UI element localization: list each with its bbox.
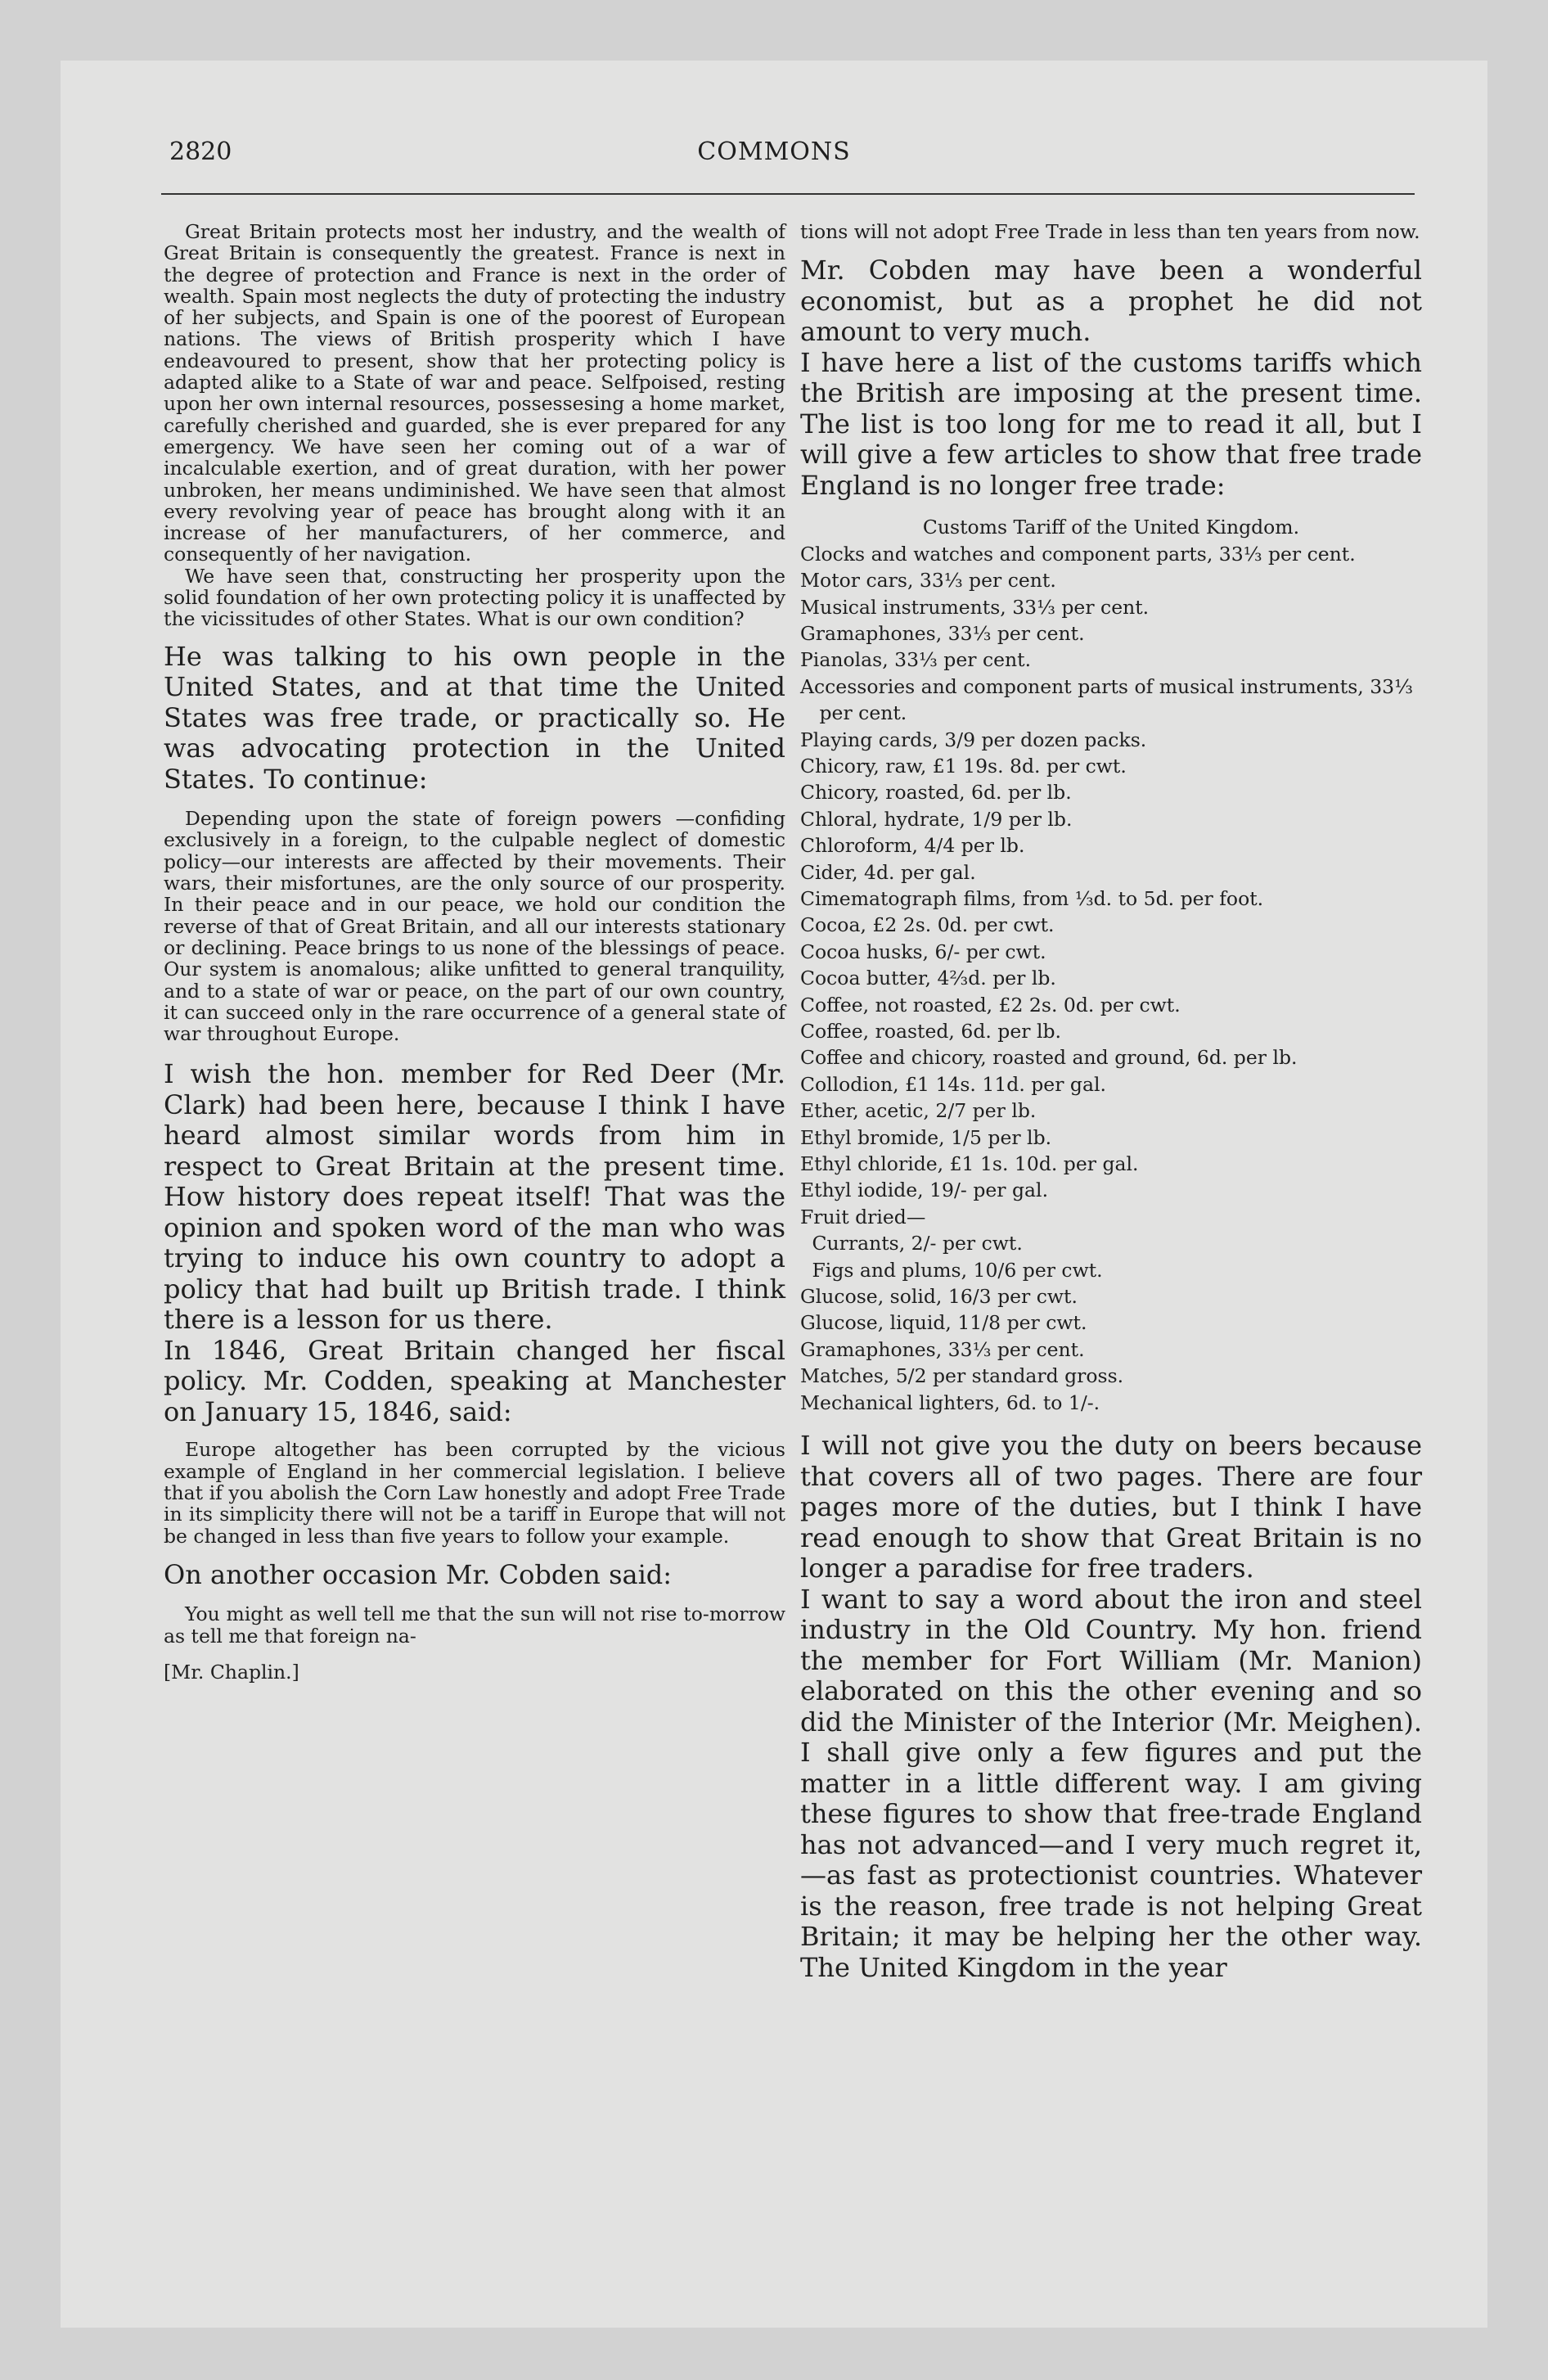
tariff-item: Glucose, liquid, 11/8 per cwt. xyxy=(800,1311,1087,1335)
tariff-item: Ethyl bromide, 1/5 per lb. xyxy=(800,1125,1052,1149)
speech-paragraph: In 1846, Great Britain changed her fiscal policy. Mr. Codden, speaking at Manchester on January 15, 1846, said: xyxy=(164,1334,785,1427)
tariff-item: Coffee, not roasted, £2 2s. 0d. per cwt. xyxy=(800,993,1181,1016)
speech-paragraph: I have here a list of the customs tariffs which the British are imposing at the present time. The list is too long for me to read it all, but I will give a few articles to show that free trade England is no longer free trade: xyxy=(800,346,1422,501)
tariff-item: Pianolas, 33⅓ per cent. xyxy=(800,648,1032,672)
tariff-item: Chloroform, 4/4 per lb. xyxy=(800,834,1025,858)
tariff-item: Chicory, roasted, 6d. per lb. xyxy=(800,781,1072,805)
tariff-item: Accessories and component parts of musical instruments, 33⅓ per cent. xyxy=(800,674,1413,725)
tariff-item: Currants, 2/- per cwt. xyxy=(812,1232,1023,1255)
tariff-list xyxy=(800,514,1422,1416)
tariff-item: Cimematograph films, from ⅓d. to 5d. per foot. xyxy=(800,886,1264,910)
tariff-item: Chicory, raw, £1 19s. 8d. per cwt. xyxy=(800,754,1127,778)
tariff-item: Musical instruments, 33⅓ per cent. xyxy=(800,595,1150,619)
tariff-sub-items xyxy=(800,1230,1422,1283)
tariff-item: Matches, 5/2 per standard gross. xyxy=(800,1364,1124,1388)
quote-block: We have seen that, constructing her prosperity upon the solid foundation of her own protecting policy it is unaffected by the vicissitudes of other States. What is our own condition? xyxy=(164,564,785,631)
tariff-item: Chloral, hydrate, 1/9 per lb. xyxy=(800,807,1073,831)
tariff-item: Clocks and watches and component parts, 33⅓ per cent. xyxy=(800,542,1356,566)
tariff-item: Cocoa husks, 6/- per cwt. xyxy=(800,940,1046,963)
right-column xyxy=(800,221,1422,1983)
tariff-item: Cocoa butter, 4⅔d. per lb. xyxy=(800,967,1056,990)
quote-block: You might as well tell me that the sun will not rise to-morrow as tell me that foreign na- xyxy=(164,1602,785,1648)
speech-paragraph: On another occasion Mr. Cobden said: xyxy=(164,1558,673,1590)
speech-paragraph: He was talking to his own people in the United States, and at that time the United States was free trade, or practically so. He was advocating protection in the United States. To continue: xyxy=(164,640,785,795)
tariff-items-2 xyxy=(800,1283,1422,1416)
speech-paragraph: Mr. Cobden may have been a wonderful economist, but as a prophet he did not amount to very much. xyxy=(800,255,1422,348)
tariff-item: Ethyl iodide, 19/- per gal. xyxy=(800,1179,1049,1202)
left-column xyxy=(164,221,785,1683)
speech-paragraph: I want to say a word about the iron and steel industry in the Old Country. My hon. friend the member for Fort William (Mr. Manion) elaborated on this the other evening and so did the Minister of the Interior (Mr. Meighen). I shall give only a few figures and put the matter in a little different way. I am giving these figures to show that free-trade England has not advanced—and I very much regret it,—as fast as protectionist countries. Whatever is the reason, free trade is not helping Great Britain; it may be helping her the other way. The United Kingdom in the year xyxy=(800,1583,1422,1983)
tariff-item: Cocoa, £2 2s. 0d. per cwt. xyxy=(800,913,1055,937)
tariff-item: Fruit dried— xyxy=(800,1205,926,1228)
speech-paragraph: I will not give you the duty on beers because that covers all of two pages. There are four pages more of the duties, but I think I have read enough to show that Great Britain is no longer a paradise for free traders. xyxy=(800,1430,1422,1584)
tariff-item: Ethyl chloride, £1 1s. 10d. per gal. xyxy=(800,1152,1139,1176)
tariff-item: Coffee, roasted, 6d. per lb. xyxy=(800,1020,1061,1044)
tariff-item: Cider, 4d. per gal. xyxy=(800,860,976,884)
tariff-item: Playing cards, 3/9 per dozen packs. xyxy=(800,728,1147,751)
tariff-item: Gramaphones, 33⅓ per cent. xyxy=(800,1337,1085,1361)
tariff-item: Collodion, £1 14s. 11d. per gal. xyxy=(800,1072,1106,1096)
tariff-item: Figs and plums, 10/6 per cwt. xyxy=(812,1258,1103,1282)
tariff-title: Customs Tariff of the United Kingdom. xyxy=(922,516,1300,539)
quote-block: tions will not adopt Free Trade in less than ten years from now. xyxy=(800,220,1420,243)
tariff-item: Gramaphones, 33⅓ per cent. xyxy=(800,621,1085,645)
tariff-item: Glucose, solid, 16/3 per cwt. xyxy=(800,1285,1078,1309)
tariff-item: Coffee and chicory, roasted and ground, 6d. per lb. xyxy=(800,1046,1298,1070)
quote-block: Great Britain protects most her industry, and the wealth of Great Britain is consequently the greatest. France is next in the degree of protection and France is next in the order of wealth. Spain most neglects the duty of protecting the industry of her subjects, and Spain is one of the poorest of European nations. The views of British prosperity which I have endeavoured to present, show that her protecting policy is adapted alike to a State of war and peace. Selfpoised, resting upon her own internal resources, possessesing a home market, carefully cherished and guarded, she is ever prepared for any emergency. We have seen her coming out of a war of incalculable exertion, and of great duration, with her power unbroken, her means undiminished. We have seen that almost every revolving year of peace has brought along with it an increase of her manufacturers, of her commerce, and consequently of her navigation. xyxy=(164,220,785,566)
tariff-items xyxy=(800,541,1422,1231)
tariff-item: Ether, acetic, 2/7 per lb. xyxy=(800,1099,1037,1123)
tariff-item: Motor cars, 33⅓ per cent. xyxy=(800,569,1056,593)
speaker-tag: [Mr. Chaplin.] xyxy=(164,1660,299,1684)
speech-paragraph: I wish the hon. member for Red Deer (Mr. Clark) had been here, because I think I have heard almost similar words from him in respect to Great Britain at the present time. How history does repeat itself! That was the opinion and spoken word of the man who was trying to induce his own country to adopt a policy that had built up British trade. I think there is a lesson for us there. xyxy=(164,1058,785,1336)
page-number: 2820 xyxy=(169,137,232,166)
quote-block: Europe altogether has been corrupted by the vicious example of England in her commercial legislation. I believe that if you abolish the Corn Law honestly and adopt Free Trade in its simplicity there will not be a tariff in Europe that will not be changed in less than five years to follow your example. xyxy=(164,1438,785,1548)
header-rule xyxy=(161,193,1415,195)
quote-block: Depending upon the state of foreign powers —confiding exclusively in a foreign, to the culpable neglect of domestic policy—our interests are affected by their movements. Their wars, their misfortunes, are the only source of our prosperity. In their peace and in our peace, we hold our condition the reverse of that of Great Britain, and all our interests stationary or declining. Peace brings to us none of the blessings of peace. Our system is anomalous; alike unfitted to general tranquility, and to a state of war or peace, on the part of our own country, it can succeed only in the rare occurrence of a general state of war throughout Europe. xyxy=(164,807,785,1046)
tariff-item: Mechanical lighters, 6d. to 1/-. xyxy=(800,1391,1100,1414)
running-head: COMMONS xyxy=(697,137,851,166)
